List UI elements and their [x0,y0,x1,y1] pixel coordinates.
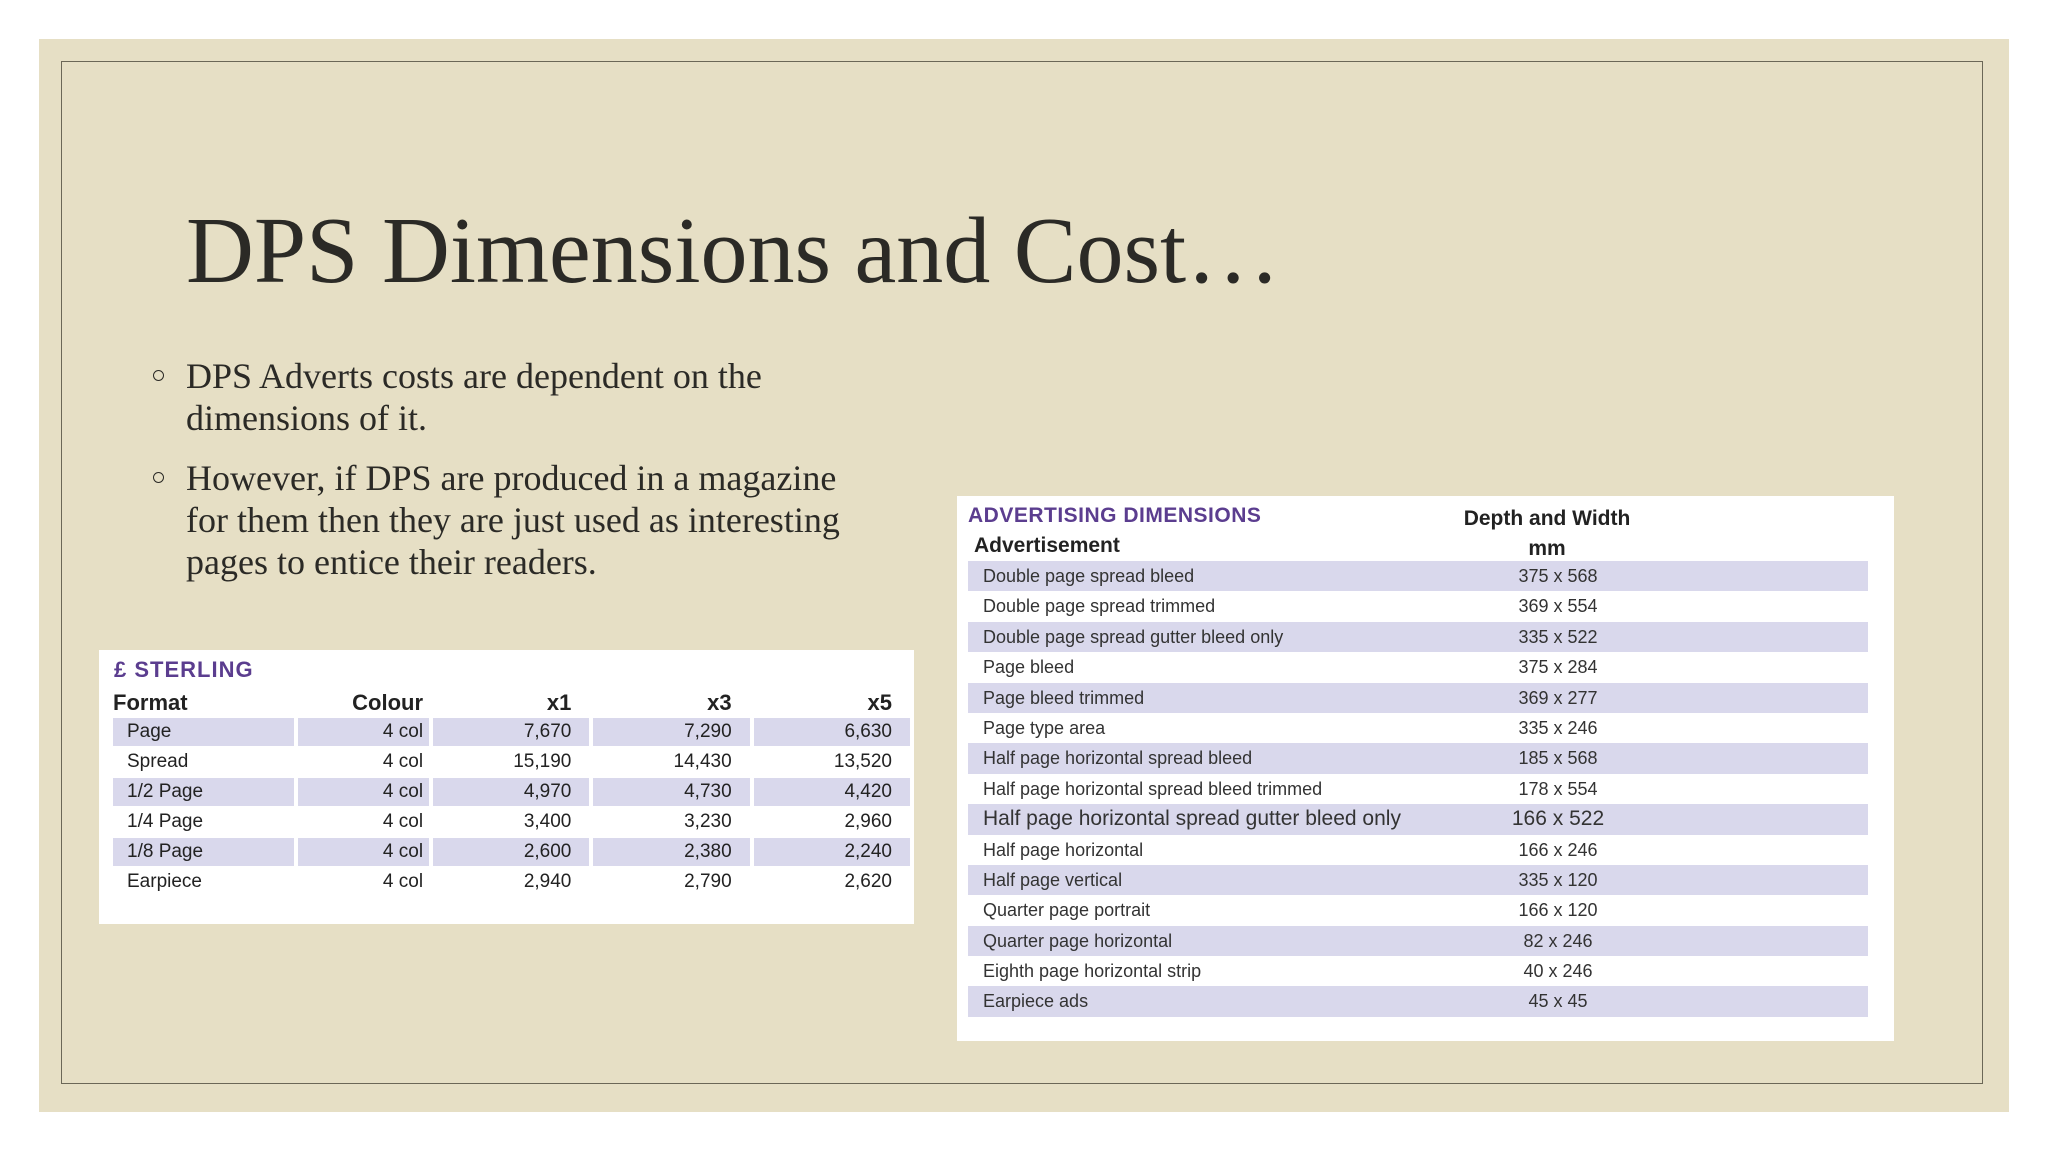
price-table-heading: £ STERLING [114,657,254,682]
price-col-format: Format [113,689,188,715]
table-row [113,718,910,746]
advertisement-dimensions: 40 x 246 [1523,961,1593,982]
table-cell: 4 col [298,838,429,866]
advertisement-name: Double page spread gutter bleed only [983,626,1284,647]
table-cell: 4,730 [593,778,749,806]
table-row [113,778,910,806]
table-row [968,926,1868,956]
advertisement-name: Page bleed trimmed [983,687,1145,708]
advertisement-dimensions: 369 x 554 [1518,596,1598,617]
advertisement-dimensions: 335 x 246 [1518,717,1598,738]
price-table [109,687,914,898]
table-cell: Page [113,718,294,746]
table-cell: 2,240 [754,838,910,866]
advertisement-name: Page type area [983,717,1106,738]
price-table-image [99,650,914,924]
bullet-text: DPS Adverts costs are dependent on the dimensions of it. [186,356,762,438]
table-row [968,591,1868,621]
table-cell: 2,940 [523,871,572,892]
table-cell: 1/2 Page [113,778,294,806]
price-col-x1: x1 [546,689,572,715]
table-row [968,865,1868,895]
advertisement-name: Half page horizontal spread gutter bleed only [983,807,1401,831]
table-cell: 13,520 [833,751,892,772]
table-row [968,774,1868,804]
table-cell: 15,190 [513,751,572,772]
table-cell: 6,630 [754,718,910,746]
table-row [968,743,1868,773]
table-row [968,652,1868,682]
advertisement-dimensions: 375 x 284 [1518,657,1598,678]
advertisement-dimensions: 185 x 568 [1518,748,1598,769]
advertisement-dimensions: 166 x 120 [1518,900,1598,921]
table-row [968,986,1868,1016]
slide [39,39,2009,1112]
table-row [968,683,1868,713]
advertisement-name: Half page vertical [983,869,1123,890]
price-col-x3: x3 [707,689,732,715]
bullet-list [109,355,869,601]
advertisement-dimensions: 166 x 246 [1518,839,1598,860]
table-cell: 3,400 [523,811,572,832]
table-row [968,956,1868,986]
table-row [968,561,1868,591]
table-cell: Earpiece [127,871,202,892]
advertisement-dimensions: 369 x 277 [1518,687,1598,708]
advertisement-dimensions: 82 x 246 [1523,930,1593,951]
advertisement-dimensions: 45 x 45 [1528,991,1588,1012]
advertisement-dimensions: 335 x 522 [1518,626,1598,647]
table-cell: 1/8 Page [113,838,294,866]
bullet-circle-icon [153,472,164,483]
table-row [968,895,1868,925]
price-col-x5: x5 [867,689,892,715]
advertisement-name: Double page spread trimmed [983,596,1216,617]
table-row [113,808,910,836]
table-row [113,838,910,866]
bullet-circle-icon [153,370,164,381]
table-cell: 2,960 [844,811,892,832]
advertisement-name: Double page spread bleed [983,566,1195,586]
advertisement-name: Eighth page horizontal strip [983,961,1202,982]
table-cell: 4 col [382,871,424,892]
table-cell: 2,790 [684,871,732,892]
dimensions-col-depth-width [1447,504,1647,564]
table-cell: 14,430 [673,751,732,772]
price-col-colour: Colour [352,689,424,715]
advertisement-dimensions: 166 x 522 [1511,807,1605,831]
price-table-body [113,718,910,896]
table-row [113,868,910,896]
table-cell: 2,600 [433,838,589,866]
bullet-text: However, if DPS are produced in a magazine for them then they are just used as interesting pages to entice their readers. [186,458,840,582]
table-cell: 4 col [382,811,424,832]
table-row [968,713,1868,743]
table-cell: 4 col [298,778,429,806]
table-row [113,748,910,776]
advertisement-dimensions: 178 x 554 [1518,778,1598,799]
dimensions-col-depth-width-line1: Depth and Width [1463,507,1631,530]
table-cell: 1/4 Page [127,811,204,832]
table-cell: 7,670 [433,718,589,746]
advertisement-name: Half page horizontal spread bleed [983,748,1253,769]
advertisement-name: Quarter page horizontal [983,930,1173,951]
table-row [968,622,1868,652]
advertisement-name: Page bleed [983,657,1075,678]
advertisement-name: Half page horizontal [983,839,1144,860]
table-cell: 3,230 [684,811,732,832]
dimensions-table-heading: ADVERTISING DIMENSIONS [968,504,1262,527]
dimensions-col-depth-width-line2: mm [1528,537,1566,560]
table-cell: 7,290 [593,718,749,746]
bullet-item [109,457,869,583]
table-cell: 4,970 [433,778,589,806]
bullet-item [109,355,869,439]
table-cell: 2,380 [593,838,749,866]
table-cell: 4 col [298,718,429,746]
dimensions-table-body [968,561,1868,1017]
advertisement-dimensions: 375 x 568 [1518,566,1598,586]
advertisement-name: Half page horizontal spread bleed trimmed [983,778,1323,799]
dimensions-table-image [957,496,1894,1041]
table-cell: 4,420 [754,778,910,806]
table-cell: Spread [127,751,189,772]
advertisement-name: Earpiece ads [983,991,1089,1012]
table-row [968,835,1868,865]
advertisement-dimensions: 335 x 120 [1518,869,1598,890]
slide-title: DPS Dimensions and Cost… [186,199,1281,303]
price-table-header-row [113,689,910,716]
table-cell: 4 col [382,751,424,772]
dimensions-col-advertisement: Advertisement [974,534,1120,557]
table-row [968,804,1868,834]
advertisement-name: Quarter page portrait [983,900,1151,921]
table-cell: 2,620 [844,871,892,892]
